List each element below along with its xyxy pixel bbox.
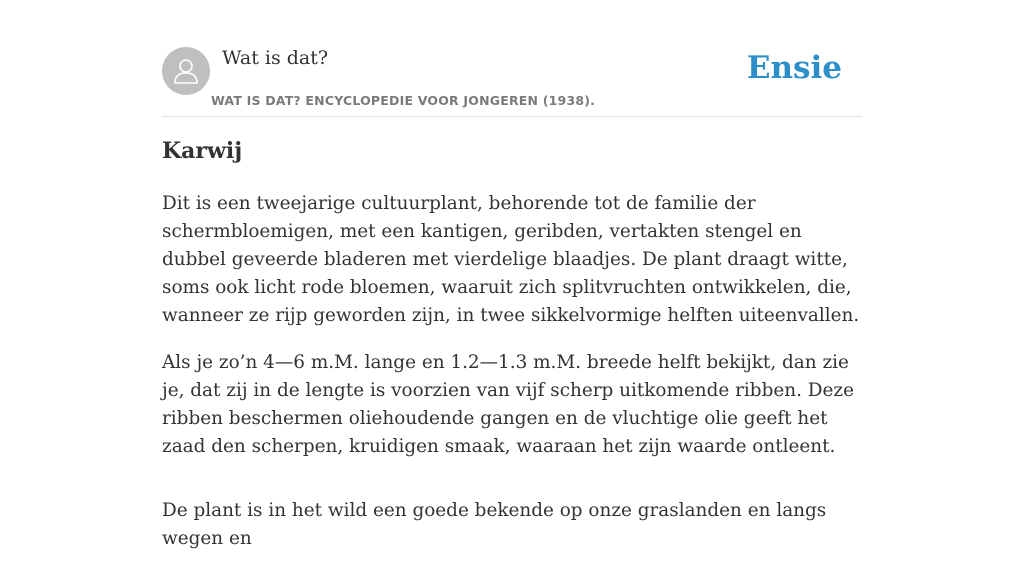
article-title: Karwij [162,138,243,164]
avatar[interactable] [162,47,210,95]
source-header [162,46,862,117]
source-subtitle[interactable]: WAT IS DAT? ENCYCLOPEDIE VOOR JONGEREN (1938). [211,93,596,108]
article [162,138,862,572]
source-title[interactable]: Wat is dat? [222,47,329,69]
article-paragraph: Dit is een tweejarige cultuurplant, behorende tot de familie der schermbloemigen, met een kantigen, geribden, vertakten stengel en dubbel geveerde bladeren met vierdelige blaadjes. De plant draagt witte, soms ook licht rode bloemen, waaruit zich splitvruchten ontwikkelen, die, wanneer ze rijp geworden zijn, in twee sikkelvormige helften uiteenvallen. [162,193,860,326]
ensie-logo[interactable]: Ensie [746,50,842,86]
article-paragraph: Als je zo’n 4—6 m.M. lange en 1.2—1.3 m.M. breede helft bekijkt, dan zie je, dat zij in de lengte is voorzien van vijf scherp uitkomende ribben. Deze ribben beschermen oliehoudende gangen en de vluchtige olie geeft het zaad den scherpen, kruidigen smaak, waaraan het zijn waarde ontleent. [162,352,854,457]
user-icon [171,56,201,86]
article-paragraph: De plant is in het wild een goede bekende op onze graslanden en langs wegen en [162,500,827,549]
